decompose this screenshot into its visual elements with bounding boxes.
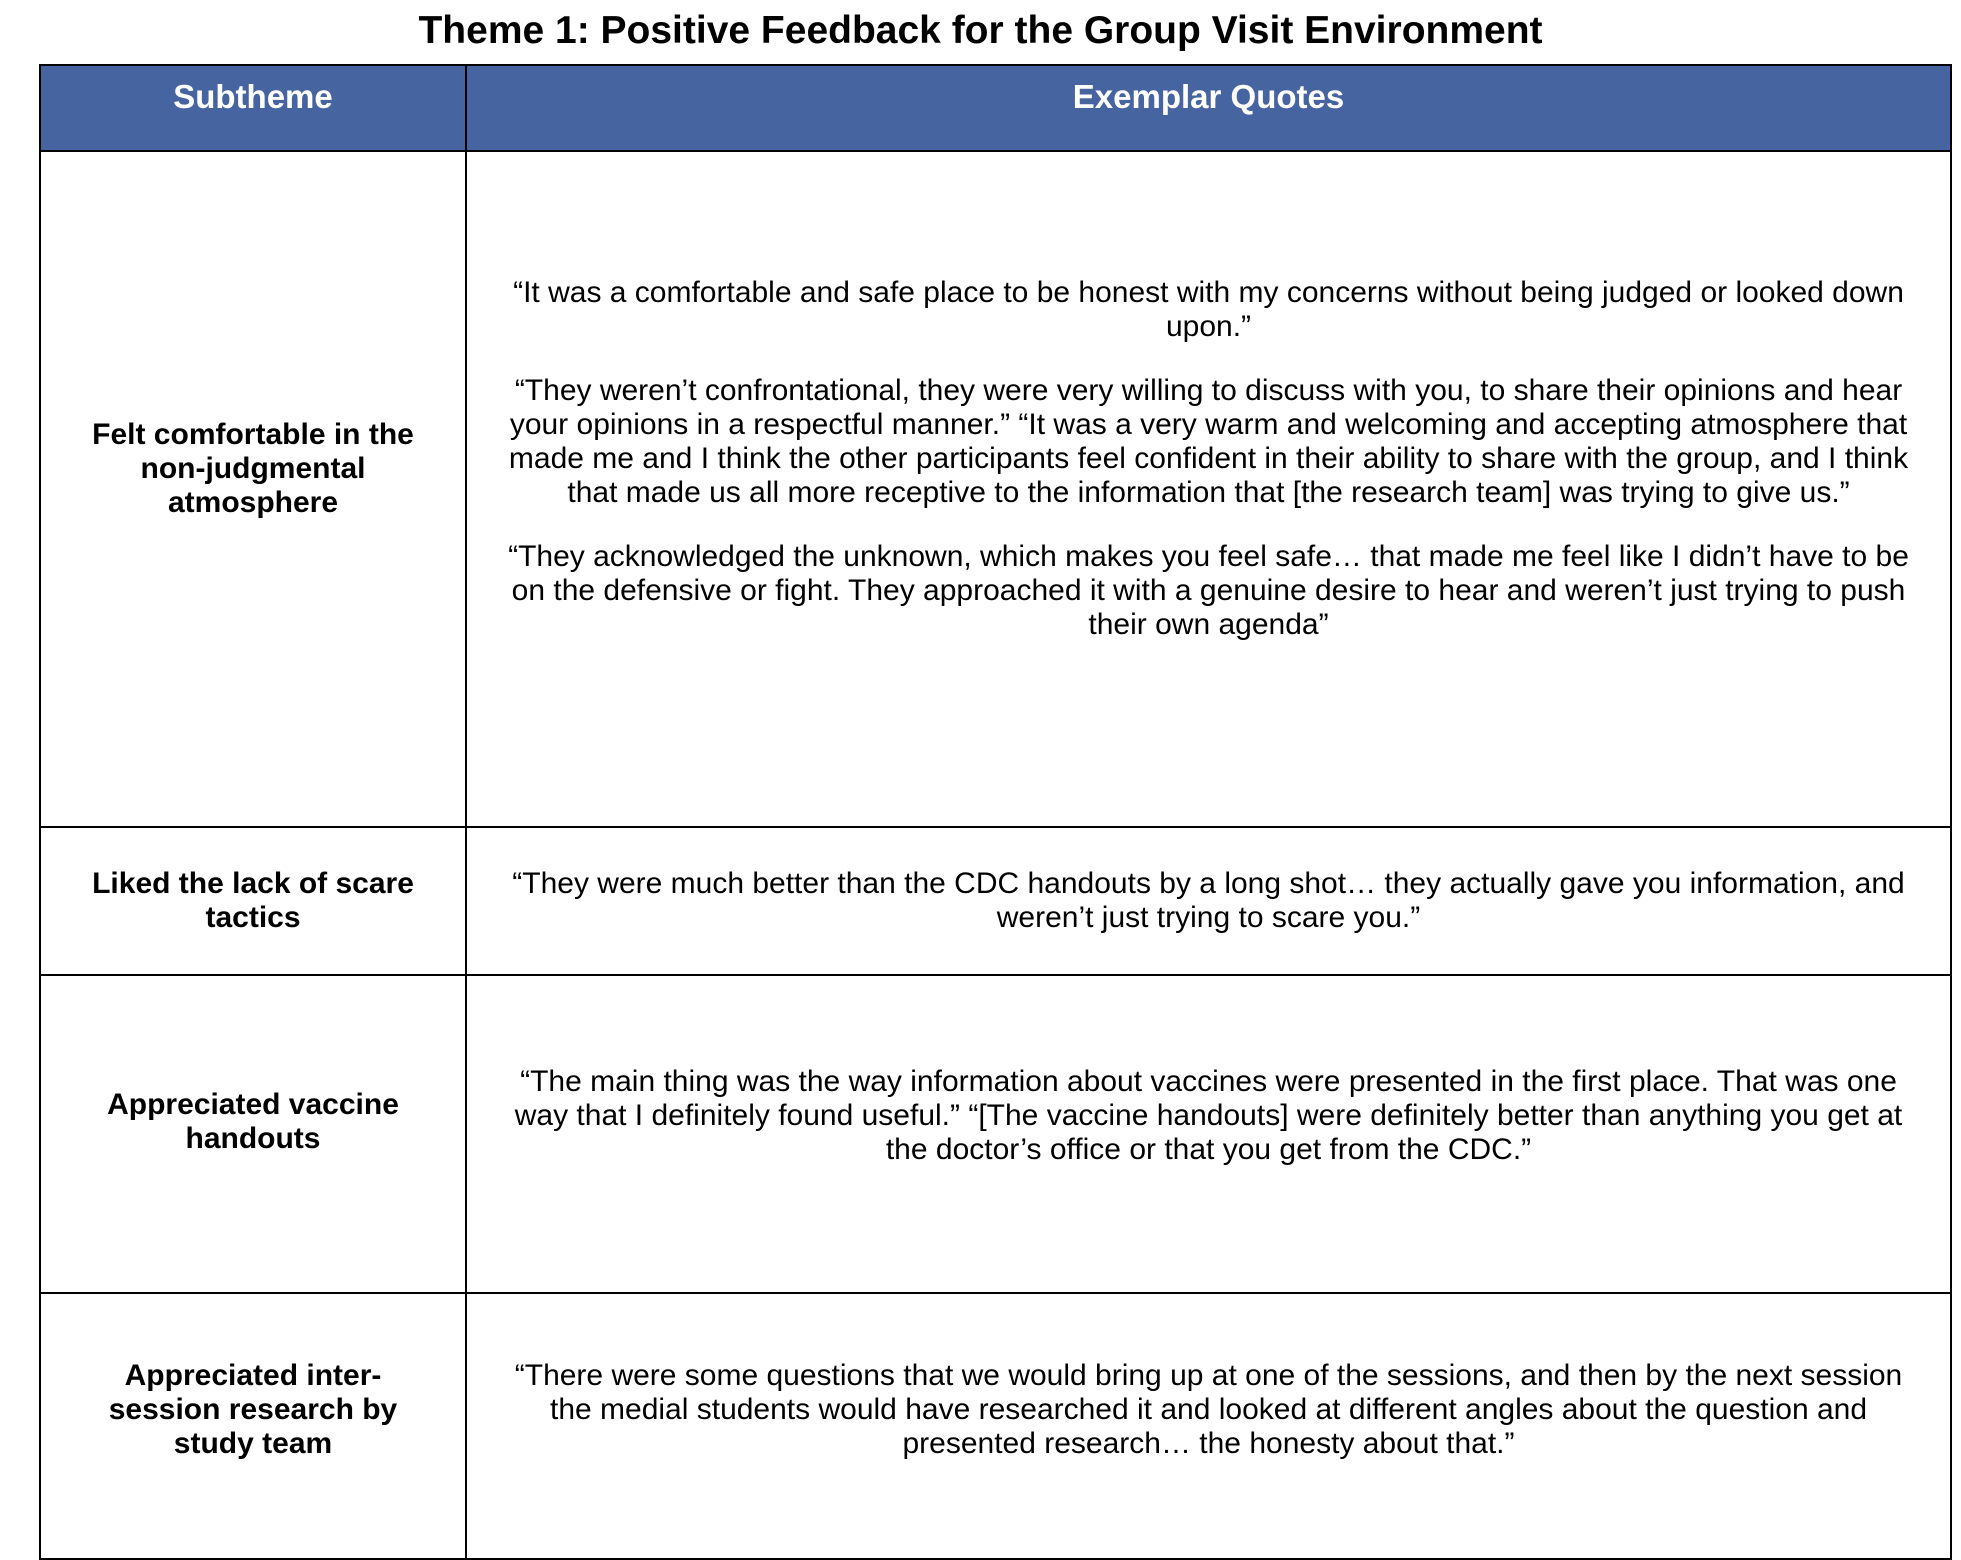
subtheme-cell: Appreciated inter-session research by study team [40,1293,466,1559]
header-row [40,65,1951,151]
theme-table [39,64,1952,1560]
quote-text: “They weren’t confrontational, they were very willing to discuss with you, to share their opinions and hear your opinions in a respectful manner.” “It was a very warm and welcoming and accepting atmosphere that made me and I think the other participants feel confident in their ability to share with the group, and I think that made us all more receptive to the information that [the research team] was trying to give us.” [508,374,1909,509]
subtheme-cell: Liked the lack of scare tactics [40,827,466,975]
quote-text: “The main thing was the way information about vaccines were presented in the first place. That was one way that I definitely found useful.” “[The vaccine handouts] were definitely better than anything you get at the doctor’s office or that you get from the CDC.” [514,1065,1903,1166]
quote-text: “They were much better than the CDC handouts by a long shot… they actually gave you information, and weren’t just trying to scare you.” [512,867,1905,934]
subtheme-cell: Felt comfortable in the non-judgmental atmosphere [40,151,466,827]
quotes-cell [466,827,1951,975]
table-title: Theme 1: Positive Feedback for the Group Visit Environment [418,9,1543,52]
quote-text: “There were some questions that we would bring up at one of the sessions, and then by the next session the medial students would have researched it and looked at different angles about the question and presented research… the honesty about that.” [514,1359,1903,1460]
quotes-cell [466,151,1951,827]
quotes-cell [466,975,1951,1293]
header-subtheme: Subtheme [40,65,466,151]
subtheme-cell: Appreciated vaccine handouts [40,975,466,1293]
quote-text: “It was a comfortable and safe place to be honest with my concerns without being judged or looked down upon.” [513,276,1904,343]
table-row [40,827,1951,975]
table-row [40,151,1951,827]
quotes-cell [466,1293,1951,1559]
quote-text: “They acknowledged the unknown, which makes you feel safe… that made me feel like I didn’t have to be on the defensive or fight. They approached it with a genuine desire to hear and weren’t just trying to push their own agenda” [508,540,1909,641]
header-exemplar-quotes: Exemplar Quotes [466,65,1951,151]
table-row [40,1293,1951,1559]
table-row [40,975,1951,1293]
